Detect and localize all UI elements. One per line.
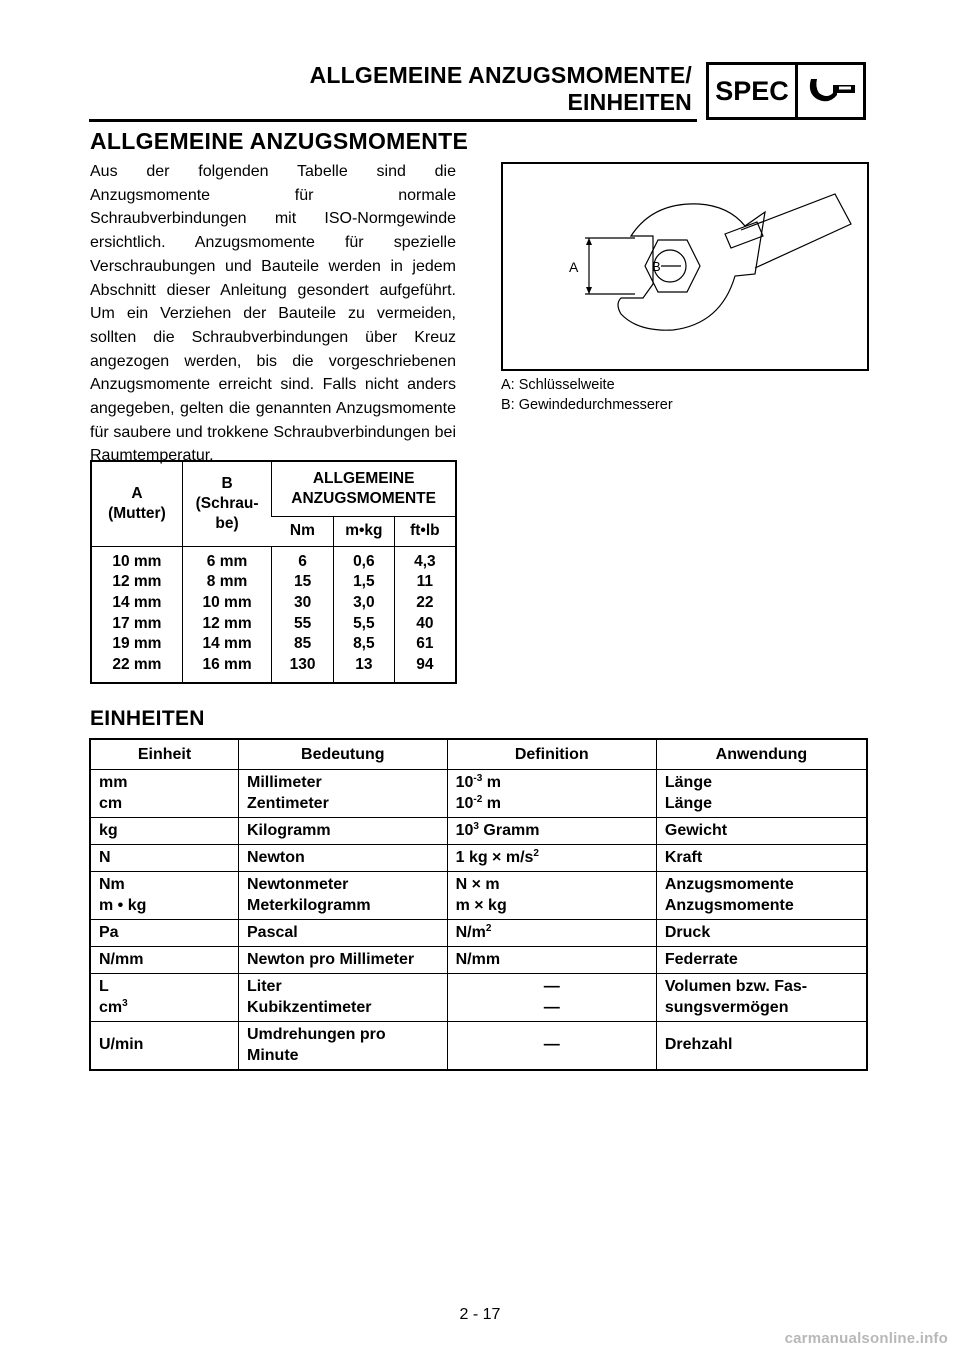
torque-col-mkg: 0,6 1,5 3,0 5,5 8,5 13 (333, 546, 394, 683)
units-table (89, 738, 868, 1071)
torque-col-ftlb: 4,3 11 22 40 61 94 (394, 546, 456, 683)
table-row: N/mm Newton pro Millimeter N/mm Federrate (90, 947, 867, 974)
header-title-line1: ALLGEMEINE ANZUGSMOMENTE/ (309, 62, 692, 88)
torque-col-b: 6 mm 8 mm 10 mm 12 mm 14 mm 16 mm (182, 546, 271, 683)
watermark: carmanualsonline.info (784, 1330, 948, 1347)
section-heading-torque: ALLGEMEINE ANZUGSMOMENTE (90, 128, 469, 154)
caption-b: B: Gewindedurchmesserer (501, 397, 673, 413)
table-row: L $cm^3$ Liter Kubikzentimeter — — Volumen bzw. Fas- sungsvermögen (90, 974, 867, 1022)
table-row: mm cm Millimeter Zentimeter $10^{-3}$ m $10^{-2}$ m Länge Länge (90, 770, 867, 818)
torque-col-a: 10 mm 12 mm 14 mm 17 mm 19 mm 22 mm (112, 552, 162, 674)
table-row: N Newton 1 kg × $m/s^2$ Kraft (90, 845, 867, 872)
table-row: kg Kilogramm $10^3$ Gramm Gewicht (90, 818, 867, 845)
units-header-usage: Anwendung (656, 739, 867, 770)
header-title-line2: EINHEITEN (567, 89, 692, 115)
page-number: 2 - 17 (459, 1306, 501, 1323)
torque-col-nm: 6 15 30 55 85 130 (272, 546, 334, 683)
figure-label-a: A (569, 259, 579, 275)
units-header-unit: Einheit (90, 739, 239, 770)
caption-a: A: Schlüsselweite (501, 377, 615, 393)
section-code-box (706, 62, 866, 120)
torque-unit-mkg: m•kg (333, 516, 394, 546)
header-rule (89, 119, 697, 122)
table-row: U/min Umdrehungen pro Minute — Drehzahl (90, 1022, 867, 1071)
table-row: Nm m • kg Newtonmeter Meterkilogramm N × m m × kg Anzugsmomente Anzugsmomente (90, 872, 867, 920)
section-heading-units: EINHEITEN (90, 707, 205, 730)
units-header-definition: Definition (447, 739, 656, 770)
figure-label-b: B (652, 259, 661, 274)
torque-header-b: B (Schrau- be) (182, 461, 271, 546)
wrench-icon (798, 65, 863, 117)
wrench-figure (501, 162, 869, 371)
torque-header-a: A (Mutter) (91, 461, 182, 546)
units-header-meaning: Bedeutung (239, 739, 448, 770)
torque-unit-ftlb: ft•lb (394, 516, 456, 546)
wrench-nut-diagram (503, 164, 867, 369)
intro-paragraph: Aus der folgenden Tabelle sind die Anzugsmomente für normale Schraubverbindungen mit ISO-Normgewinde ersichtlich. Anzugsmomente für spezielle Verschraubungen und Bauteile werden in jedem Abschnitt dieser Anleitung gesondert aufgeführt. Um ein Verziehen der Bauteile zu vermeiden, sollten die Schraubverbindungen über Kreuz angezogen werden, bis die vorgeschriebenen Anzugsmomente erreicht sind. Falls nicht anders angegeben, gelten die genannten Anzugsmomente für saubere und trokkene Schraubverbindungen bei Raumtemperatur. (90, 163, 456, 465)
figure-caption (501, 375, 673, 415)
header-title (310, 62, 692, 116)
torque-unit-nm: Nm (272, 516, 334, 546)
table-row: Pa Pascal $N/m^2$ Druck (90, 920, 867, 947)
torque-header-group: ALLGEMEINE ANZUGSMOMENTE (272, 461, 456, 516)
section-code: SPEC (709, 65, 798, 117)
unit-cm3: $cm^3$ (99, 997, 128, 1016)
torque-table (90, 460, 457, 684)
